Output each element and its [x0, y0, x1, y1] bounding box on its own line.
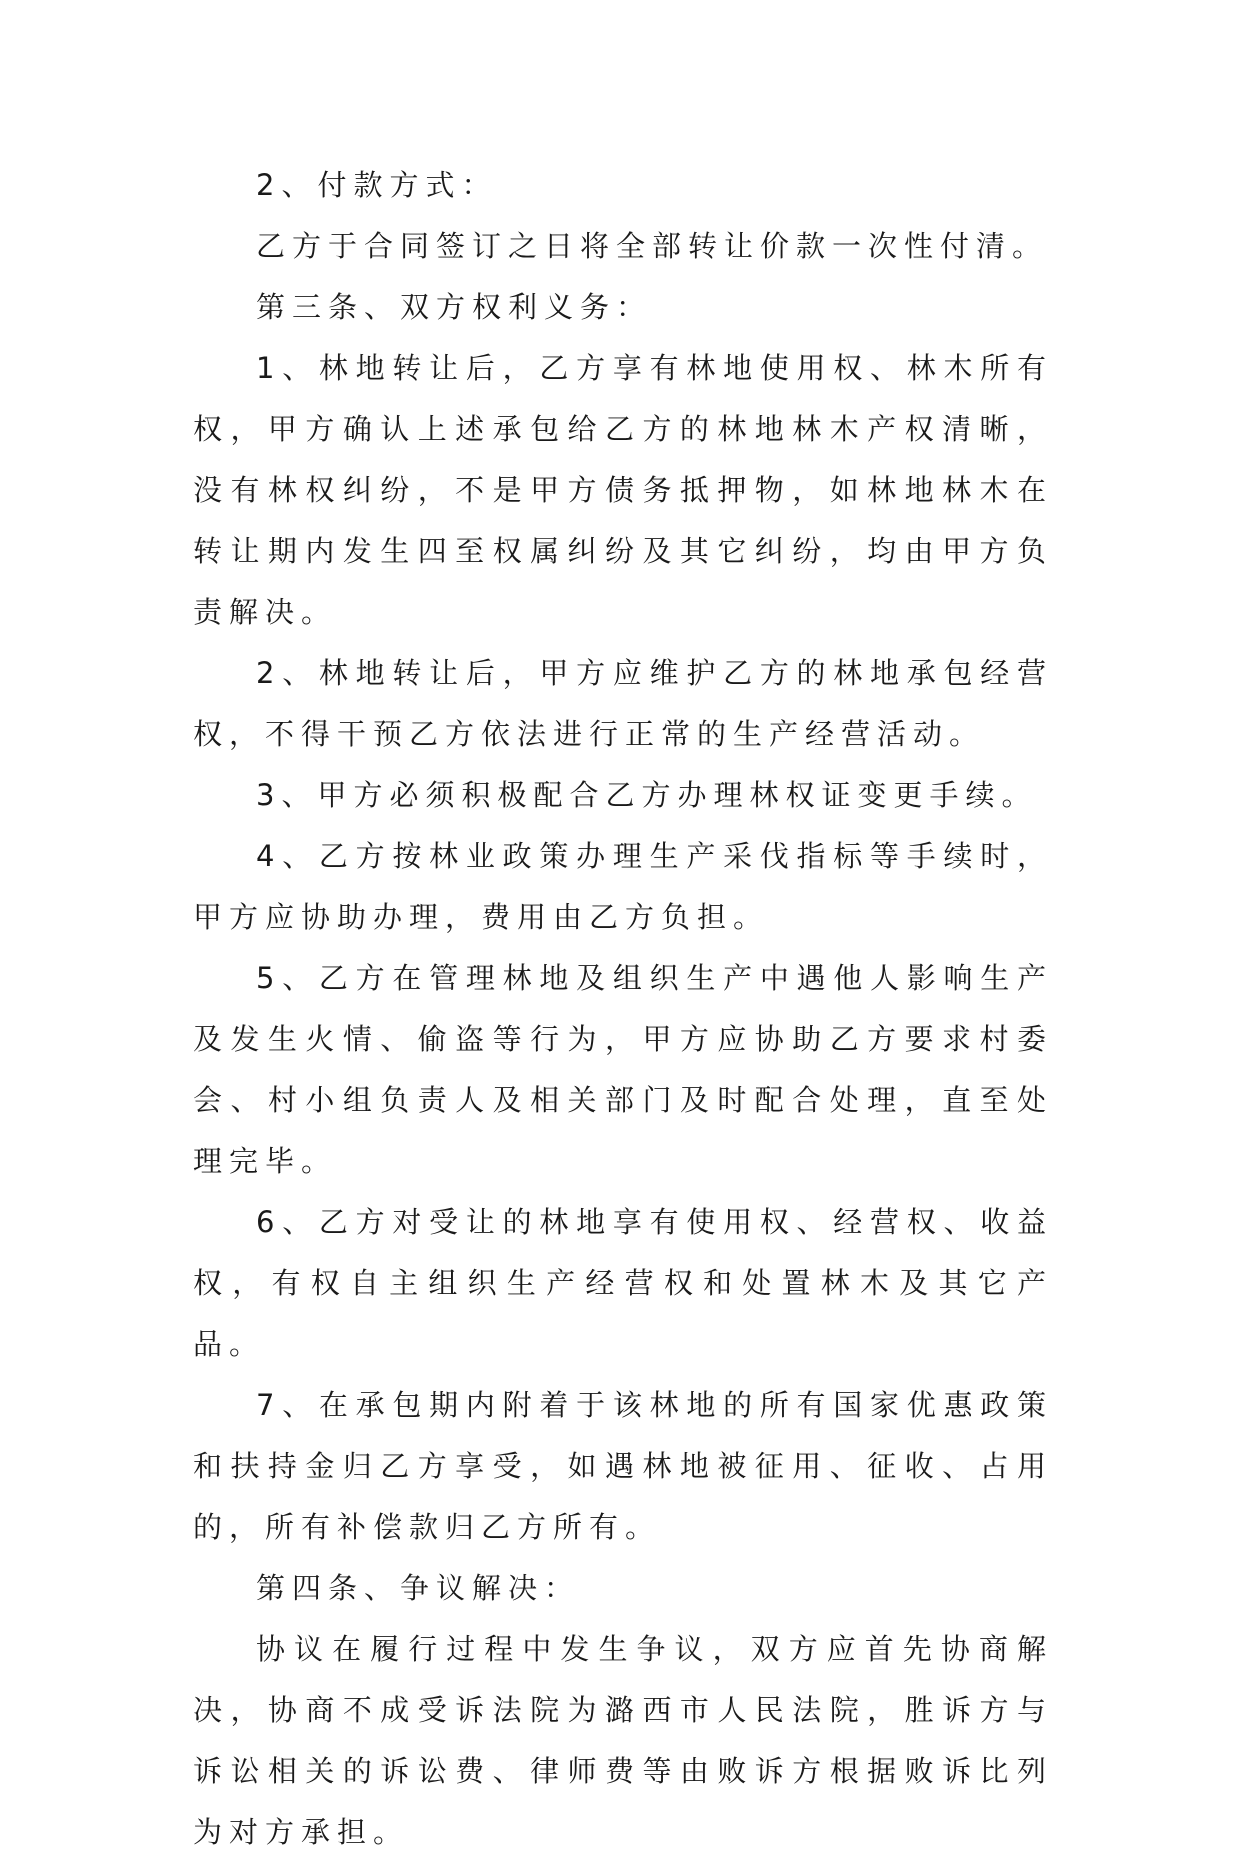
- paragraph-payment-method-heading: 2、付款方式：: [256, 168, 498, 202]
- paragraph-article-3-item-6: 6、乙方对受让的林地享有使用权、经营权、收益权，有权自主组织生产经营权和处置林木及其它产品。: [193, 1205, 1053, 1361]
- paragraph-article-3-item-1: 1、林地转让后，乙方享有林地使用权、林木所有权，甲方确认上述承包给乙方的林地林木产权清晰，没有林权纠纷，不是甲方债务抵押物，如林地林木在转让期内发生四至权属纠纷及其它纠纷，均由甲方负责解决。: [193, 351, 1053, 629]
- paragraph-article-4-heading: 第四条、争议解决：: [256, 1571, 581, 1605]
- paragraph-dispute-resolution: 协议在履行过程中发生争议，双方应首先协商解决，协商不成受诉法院为潞西市人民法院，胜诉方与诉讼相关的诉讼费、律师费等由败诉方根据败诉比列为对方承担。: [193, 1632, 1053, 1849]
- paragraph-article-3-item-7: 7、在承包期内附着于该林地的所有国家优惠政策和扶持金归乙方享受，如遇林地被征用、征收、占用的，所有补偿款归乙方所有。: [193, 1388, 1053, 1544]
- document-body: [193, 155, 1053, 1863]
- paragraph-article-3-item-4: 4、乙方按林业政策办理生产采伐指标等手续时，甲方应协助办理，费用由乙方负担。: [193, 839, 1053, 934]
- paragraph-payment-method: 乙方于合同签订之日将全部转让价款一次性付清。: [256, 229, 1049, 263]
- paragraph-article-3-item-3: 3、甲方必须积极配合乙方办理林权证变更手续。: [256, 778, 1038, 812]
- paragraph-article-3-item-5: 5、乙方在管理林地及组织生产中遇他人影响生产及发生火情、偷盗等行为，甲方应协助乙方要求村委会、村小组负责人及相关部门及时配合处理，直至处理完毕。: [193, 961, 1053, 1178]
- paragraph-article-3-heading: 第三条、双方权利义务：: [256, 290, 653, 324]
- paragraph-article-3-item-2: 2、林地转让后，甲方应维护乙方的林地承包经营权，不得干预乙方依法进行正常的生产经营活动。: [193, 656, 1053, 751]
